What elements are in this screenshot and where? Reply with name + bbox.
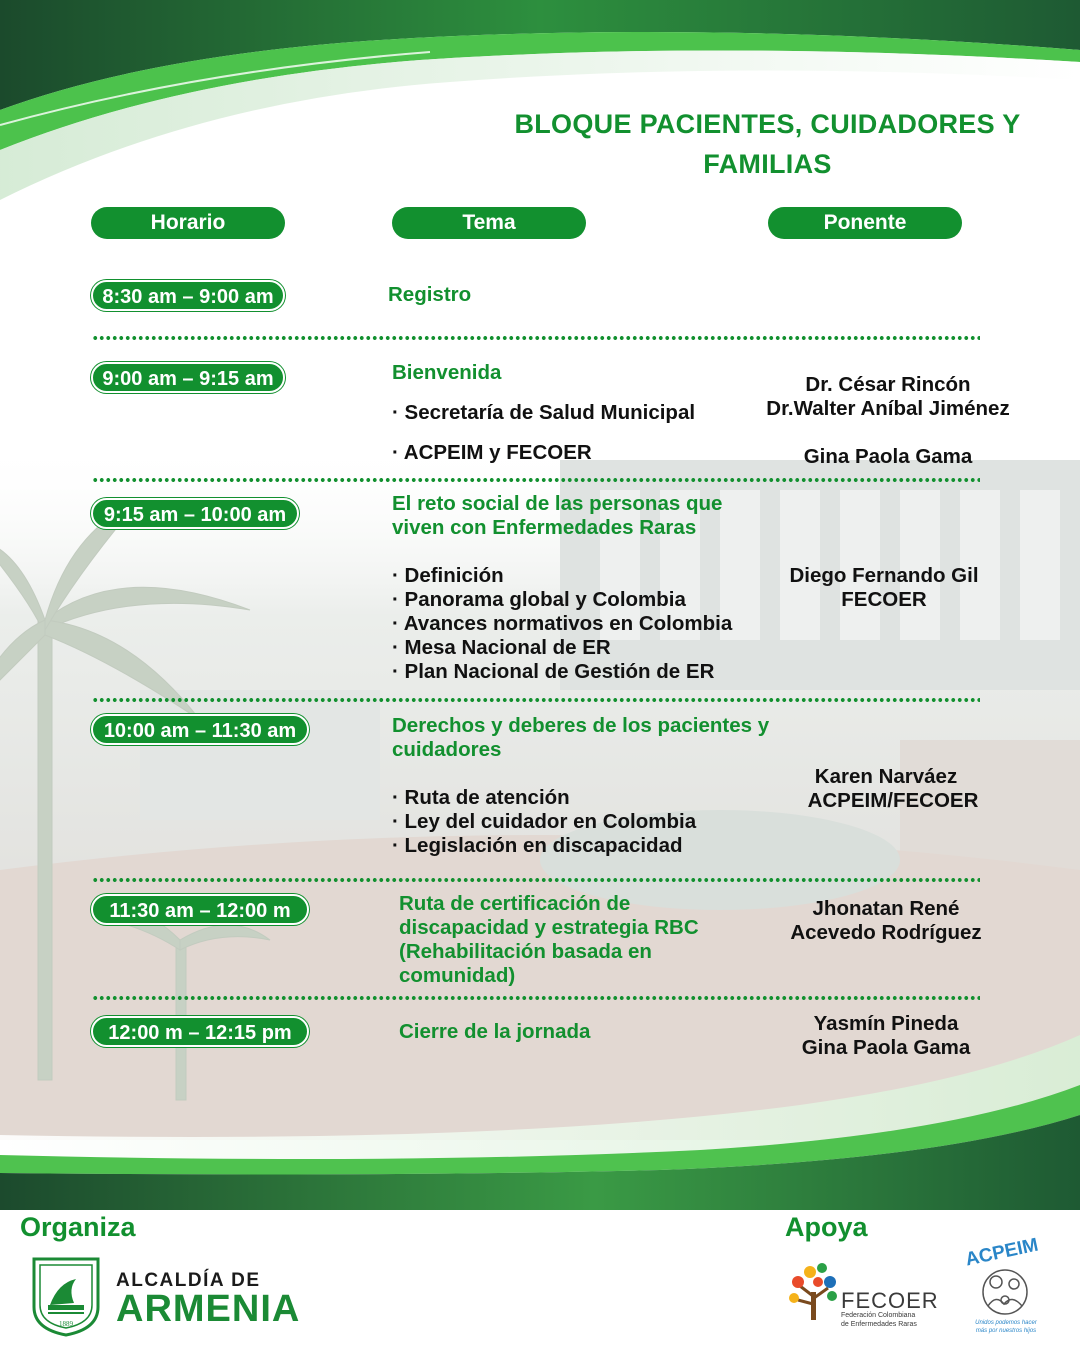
alcaldia-seal-icon [28, 1255, 104, 1339]
alcaldia-name-line1: ALCALDÍA DE [116, 1270, 261, 1291]
speaker-name: Yasmín Pineda [813, 1012, 959, 1035]
alcaldia-name-line2: ARMENIA [116, 1288, 301, 1330]
session-item: · Definición [392, 564, 504, 587]
row-separator [92, 878, 980, 882]
speaker-name: FECOER [841, 588, 927, 611]
speaker-name: Dr.Walter Aníbal Jiménez [766, 397, 1010, 420]
session-topic: Cierre de la jornada [399, 1020, 591, 1043]
fecoer-subtitle-line2: de Enfermedades Raras [841, 1321, 917, 1328]
bottom-wave-decoration [0, 1025, 1080, 1210]
seal-year: 1889 [59, 1320, 73, 1328]
speaker-name: ACPEIM/FECOER [807, 789, 979, 812]
speaker-name: Karen Narváez [814, 765, 958, 788]
time-slot: 8:30 am – 9:00 am [91, 280, 285, 311]
time-slot: 9:00 am – 9:15 am [91, 362, 285, 393]
time-slot: 11:30 am – 12:00 m [91, 894, 309, 925]
session-item: · Plan Nacional de Gestión de ER [392, 660, 715, 683]
fecoer-tree-icon [788, 1258, 840, 1324]
time-slot: 9:15 am – 10:00 am [91, 498, 299, 529]
organiza-label: Organiza [20, 1212, 136, 1242]
speaker-name: Gina Paola Gama [803, 445, 973, 468]
session-topic: Derechos y deberes de los pacientes y cuidadores [392, 714, 770, 761]
session-topic: Registro [388, 283, 472, 306]
acpeim-slogan-line1: Unidos podemos hacer [975, 1320, 1037, 1326]
speaker-name: Dr. César Rincón [805, 373, 971, 396]
session-topic: Bienvenida [392, 361, 502, 384]
apoya-label: Apoya [785, 1212, 868, 1242]
column-header-horario: Horario [91, 207, 285, 239]
row-separator [92, 478, 980, 482]
session-item: · Ley del cuidador en Colombia [392, 810, 697, 833]
column-header-ponente: Ponente [768, 207, 962, 239]
session-topic: Ruta de certificación de discapacidad y estrategia RBC (Rehabilitación basada en comunidad) [399, 892, 699, 987]
speaker-name: Jhonatan René [812, 897, 960, 920]
row-separator [92, 698, 980, 702]
row-separator [92, 996, 980, 1000]
speaker-name: Acevedo Rodríguez [790, 921, 982, 944]
speaker-name: Gina Paola Gama [801, 1036, 971, 1059]
row-separator [92, 336, 980, 340]
fecoer-subtitle-line1: Federación Colombiana [841, 1312, 916, 1319]
session-item: · Avances normativos en Colombia [392, 612, 733, 635]
time-slot: 12:00 m – 12:15 pm [91, 1016, 309, 1047]
page-title: BLOQUE PACIENTES, CUIDADORES Y FAMILIAS [514, 109, 1021, 179]
session-item: · Secretaría de Salud Municipal [392, 401, 696, 424]
speaker-name: Diego Fernando Gil [789, 564, 979, 587]
session-item: · Legislación en discapacidad [392, 834, 683, 857]
session-topic: El reto social de las personas que viven con Enfermedades Raras [392, 492, 723, 539]
session-item: · Ruta de atención [392, 786, 570, 809]
session-item: · Panorama global y Colombia [392, 588, 686, 611]
time-slot: 10:00 am – 11:30 am [91, 714, 309, 745]
session-item: · Mesa Nacional de ER [392, 636, 611, 659]
session-item: · ACPEIM y FECOER [392, 441, 592, 464]
fecoer-name: FECOER [841, 1288, 939, 1313]
acpeim-name: ACPEIM [963, 1234, 1041, 1271]
acpeim-slogan-line2: más por nuestros hijos [975, 1328, 1037, 1334]
column-header-tema: Tema [392, 207, 586, 239]
acpeim-family-icon [972, 1262, 1038, 1322]
